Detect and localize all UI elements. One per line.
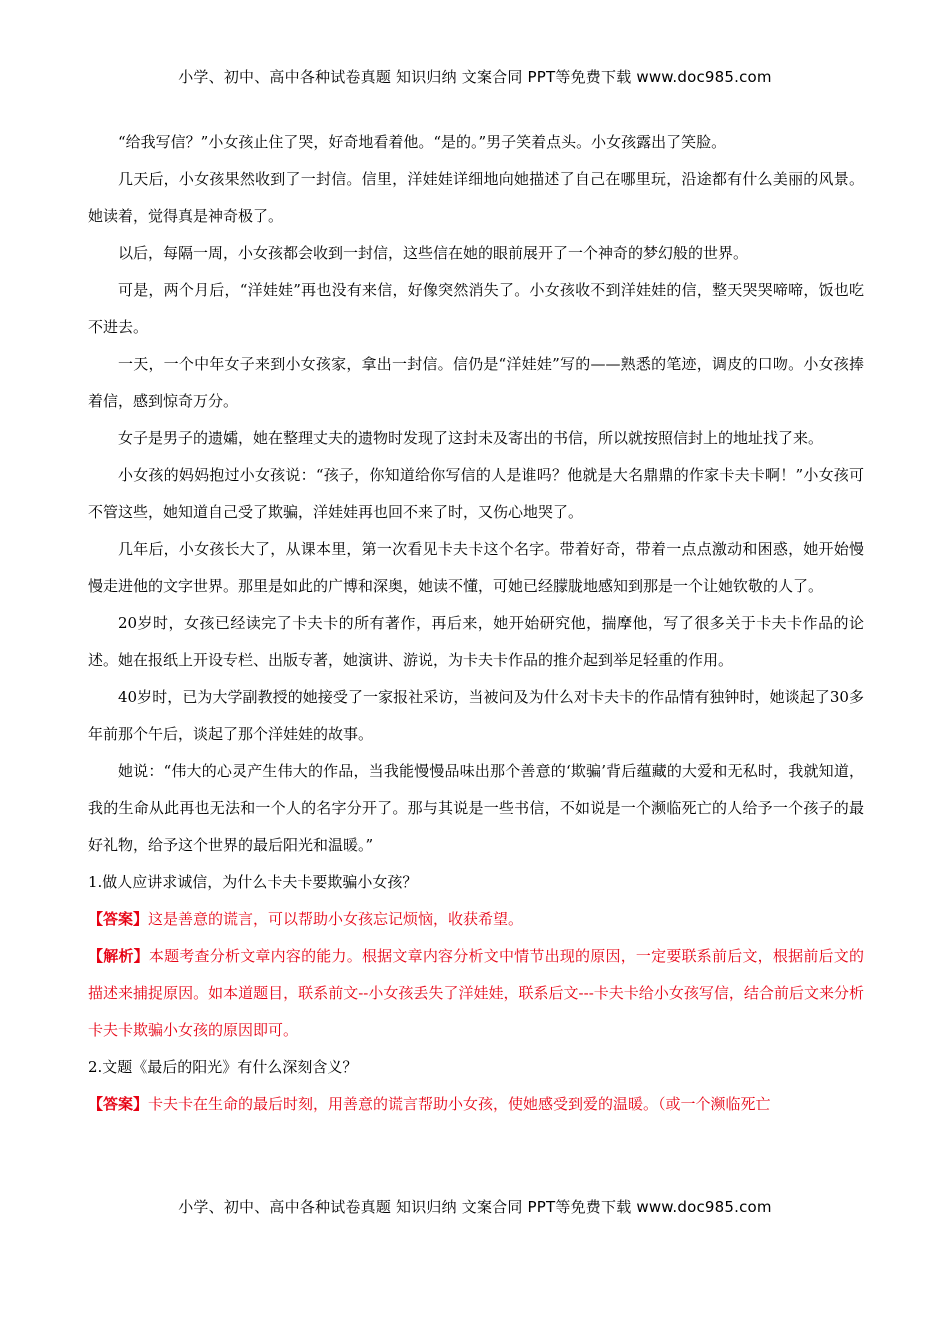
story-paragraph-8: 几年后，小女孩长大了，从课本里，第一次看见卡夫卡这个名字。带着好奇，带着一点点激动和困惑，她开始慢慢走进他的文字世界。那里是如此的广博和深奥，她读不懂，可她已经朦胧地感知到那是一个让她钦敬的人了。 [88, 540, 864, 595]
question-1-analysis [88, 938, 864, 1049]
question-1: 1.做人应讲求诚信，为什么卡夫卡要欺骗小女孩？ [88, 873, 418, 891]
story-paragraph-2: 几天后，小女孩果然收到了一封信。信里，洋娃娃详细地向她描述了自己在哪里玩，沿途都有什么美丽的风景。她读着，觉得真是神奇极了。 [88, 170, 864, 225]
story-paragraph-11: 她说：“伟大的心灵产生伟大的作品，当我能慢慢品味出那个善意的‘欺骗’背后蕴藏的大爱和无私时，我就知道，我的生命从此再也无法和一个人的名字分开了。那与其说是一些书信，不如说是一个濒临死亡的人给予一个孩子的最好礼物，给予这个世界的最后阳光和温暖。” [88, 762, 864, 854]
question-1-answer [88, 901, 864, 938]
story-paragraph-4: 可是，两个月后，“洋娃娃”再也没有来信，好像突然消失了。小女孩收不到洋娃娃的信，整天哭哭啼啼，饭也吃不进去。 [88, 281, 864, 336]
story-paragraph-10: 40岁时，已为大学副教授的她接受了一家报社采访，当被问及为什么对卡夫卡的作品情有独钟时，她谈起了30多年前那个午后，谈起了那个洋娃娃的故事。 [88, 688, 864, 743]
story-paragraph-3: 以后，每隔一周，小女孩都会收到一封信，这些信在她的眼前展开了一个神奇的梦幻般的世界。 [118, 244, 749, 262]
answer-text: 这是善意的谎言，可以帮助小女孩忘记烦恼，收获希望。 [148, 910, 524, 928]
page-footer: 小学、初中、高中各种试卷真题 知识归纳 文案合同 PPT等免费下载 www.doc985.com [178, 1198, 772, 1216]
document-body [88, 124, 864, 1123]
story-paragraph-7: 小女孩的妈妈抱过小女孩说：“孩子，你知道给你写信的人是谁吗？他就是大名鼎鼎的作家卡夫卡啊！”小女孩可不管这些，她知道自己受了欺骗，洋娃娃再也回不来了时，又伤心地哭了。 [88, 466, 864, 521]
analysis-tag: 【解析】 [88, 947, 149, 965]
analysis-text: 本题考查分析文章内容的能力。根据文章内容分析文中情节出现的原因，一定要联系前后文，根据前后文的描述来捕捉原因。如本道题目，联系前文--小女孩丢失了洋娃娃，联系后文---卡夫卡给小女孩写信，结合前后文来分析卡夫卡欺骗小女孩的原因即可。 [88, 947, 864, 1039]
story-paragraph-6: 女子是男子的遗孀，她在整理丈夫的遗物时发现了这封未及寄出的书信，所以就按照信封上的地址找了来。 [118, 429, 824, 447]
answer-tag: 【答案】 [88, 1095, 149, 1113]
story-paragraph-1: “给我写信？”小女孩止住了哭，好奇地看着他。“是的。”男子笑着点头。小女孩露出了笑脸。 [118, 133, 727, 151]
question-2: 2.文题《最后的阳光》有什么深刻含义？ [88, 1058, 358, 1076]
page-header: 小学、初中、高中各种试卷真题 知识归纳 文案合同 PPT等免费下载 www.doc985.com [178, 68, 772, 86]
answer-tag: 【答案】 [88, 910, 149, 928]
answer-text: 卡夫卡在生命的最后时刻，用善意的谎言帮助小女孩，使她感受到爱的温暖。（或一个濒临死亡 [148, 1095, 771, 1113]
story-paragraph-9: 20岁时，女孩已经读完了卡夫卡的所有著作，再后来，她开始研究他，揣摩他，写了很多关于卡夫卡作品的论述。她在报纸上开设专栏、出版专著，她演讲、游说，为卡夫卡作品的推介起到举足轻重的作用。 [88, 614, 864, 669]
question-2-answer [88, 1086, 864, 1123]
story-paragraph-5: 一天，一个中年女子来到小女孩家，拿出一封信。信仍是“洋娃娃”写的——熟悉的笔迹，调皮的口吻。小女孩捧着信，感到惊奇万分。 [88, 355, 864, 410]
